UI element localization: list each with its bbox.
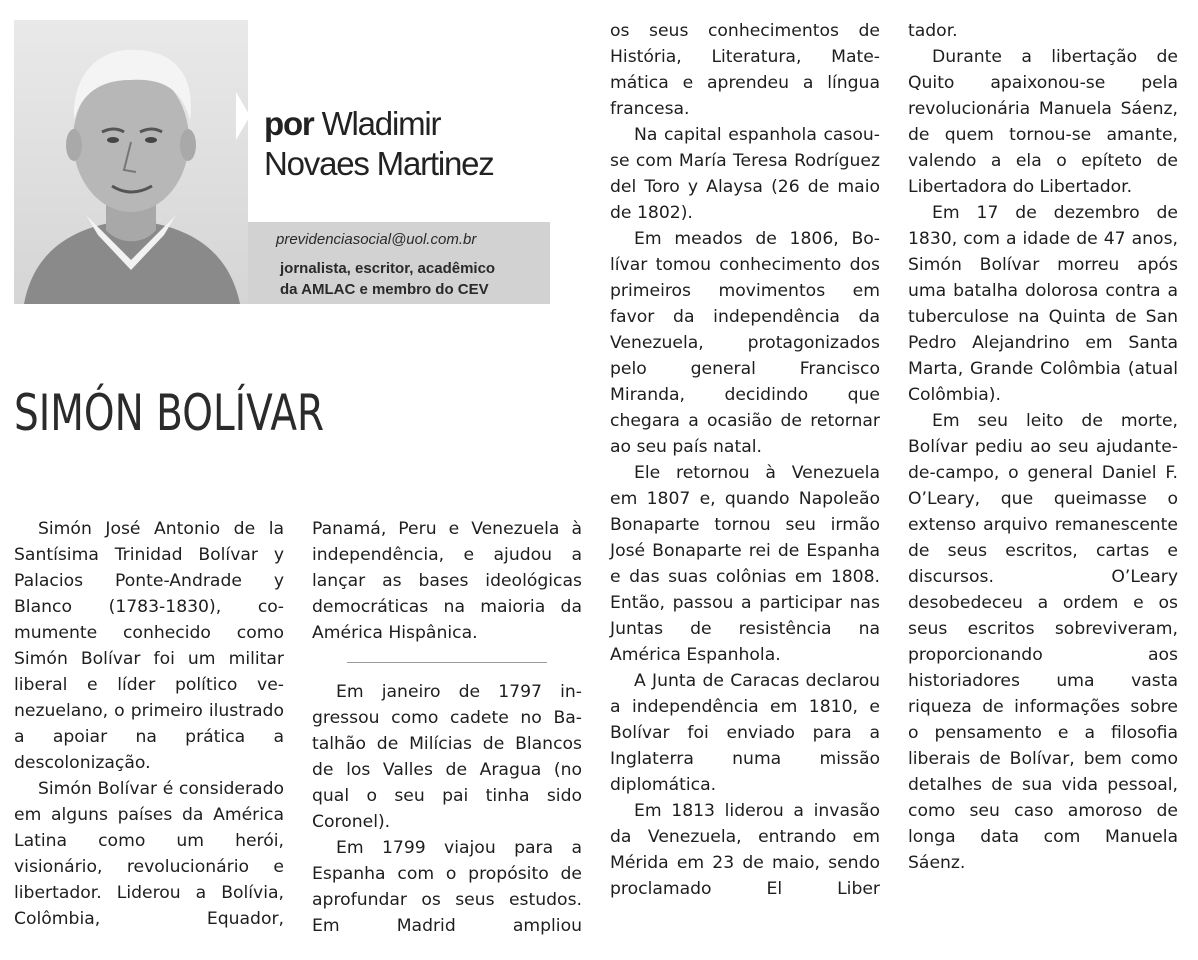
photo-pointer-icon xyxy=(236,92,250,140)
paragraph: Simón José Antonio de la Santísima Trinidad Bolívar y Palacios Ponte-Andrade y Blanco (1783-1830), comumente conhecido como Simón Bolívar foi um militar liberal e líder político venezuelano, o primeiro ilustrado a apoiar na prática a descolonização. xyxy=(14,519,284,773)
paragraph: Em janeiro de 1797 ingressou como cadete no Batalhão de Milícias de Blancos de los Valles de Aragua (no qual o seu pai tinha sido Coronel). xyxy=(312,682,582,832)
paragraph: Em 1813 liderou a invasão da Venezuela, entrando em Mérida em 23 de maio, sendo proclamado El Liber xyxy=(610,801,880,899)
section-divider xyxy=(347,662,547,663)
article-column-4 xyxy=(908,18,1178,876)
paragraph: Em meados de 1806, Bolívar tomou conhecimento dos primeiros movimentos em favor da independência da Venezuela, protagonizados pelo general Francisco Miranda, decidindo que chegara a ocasião de retornar ao seu país natal. xyxy=(610,229,880,457)
paragraph: Na capital espanhola casou-se com María Teresa Rodríguez del Toro y Alaysa (26 de maio de 1802). xyxy=(610,125,880,223)
author-last-name: Novaes Martinez xyxy=(264,145,494,182)
author-email: previdenciasocial@uol.com.br xyxy=(276,231,477,248)
article-title: SIMÓN BOLÍVAR xyxy=(14,384,325,442)
paragraph: Panamá, Peru e Venezuela à independência, e ajudou a lançar as bases ideológicas democráticas na maioria da América Hispânica. xyxy=(312,519,582,643)
paragraph: Em 17 de dezembro de 1830, com a idade de 47 anos, Simón Bolívar morreu após uma batalha dolorosa contra a tuberculose na Quinta de San Pedro Alejandrino em Santa Marta, Grande Colômbia (atual Colômbia). xyxy=(908,203,1178,405)
paragraph: Em seu leito de morte, Bolívar pediu ao seu ajudante-de-campo, o general Daniel F. O’Leary, que queimasse o extenso arquivo remanescente de seus escritos, cartas e discursos. O’Leary desobedeceu a ordem e os seus escritos sobreviveram, proporcionando aos historiadores uma vasta riqueza de informações sobre o pensamento e a filosofia liberais de Bolívar, bem como detalhes de sua vida pessoal, como seu caso amoroso de longa data com Manuela Sáenz. xyxy=(908,411,1178,873)
paragraph: tador. xyxy=(908,21,958,41)
article-column-3 xyxy=(610,18,880,902)
paragraph: os seus conhecimentos de História, Literatura, Matemática e aprendeu a língua francesa. xyxy=(610,21,880,119)
credentials-line-2: da AMLAC e membro do CEV xyxy=(280,281,489,298)
paragraph: Durante a libertação de Quito apaixonou-se pela revolucionária Manuela Sáenz, de quem tornou-se amante, valendo a ela o epíteto de Libertadora do Libertador. xyxy=(908,47,1178,197)
credentials-line-1: jornalista, escritor, acadêmico xyxy=(280,260,496,277)
author-photo xyxy=(14,20,248,304)
paragraph: Ele retornou à Venezuela em 1807 e, quando Napoleão Bonaparte tornou seu irmão José Bonaparte rei de Espanha e das suas colônias em 1808. Então, passou a participar nas Juntas de resistência na América Espanhola. xyxy=(610,463,880,665)
paragraph: A Junta de Caracas declarou a independência em 1810, e Bolívar foi enviado para a Inglaterra numa missão diplomática. xyxy=(610,671,880,795)
article-column-2 xyxy=(312,516,582,939)
article-column-1 xyxy=(14,516,284,932)
author-byline xyxy=(264,104,494,184)
byline-prefix: por xyxy=(264,105,314,142)
paragraph: Em 1799 viajou para a Espanha com o propósito de aprofundar os seus estudos. Em Madrid ampliou xyxy=(312,838,582,936)
author-portrait-icon xyxy=(14,20,248,304)
paragraph: Simón Bolívar é considerado em alguns países da América Latina como um herói, visionário, revolucionário e libertador. Liderou a Bolívia, Colômbia, Equador, xyxy=(14,779,284,929)
author-first-name: Wladimir xyxy=(321,105,441,142)
author-credentials xyxy=(280,258,548,300)
